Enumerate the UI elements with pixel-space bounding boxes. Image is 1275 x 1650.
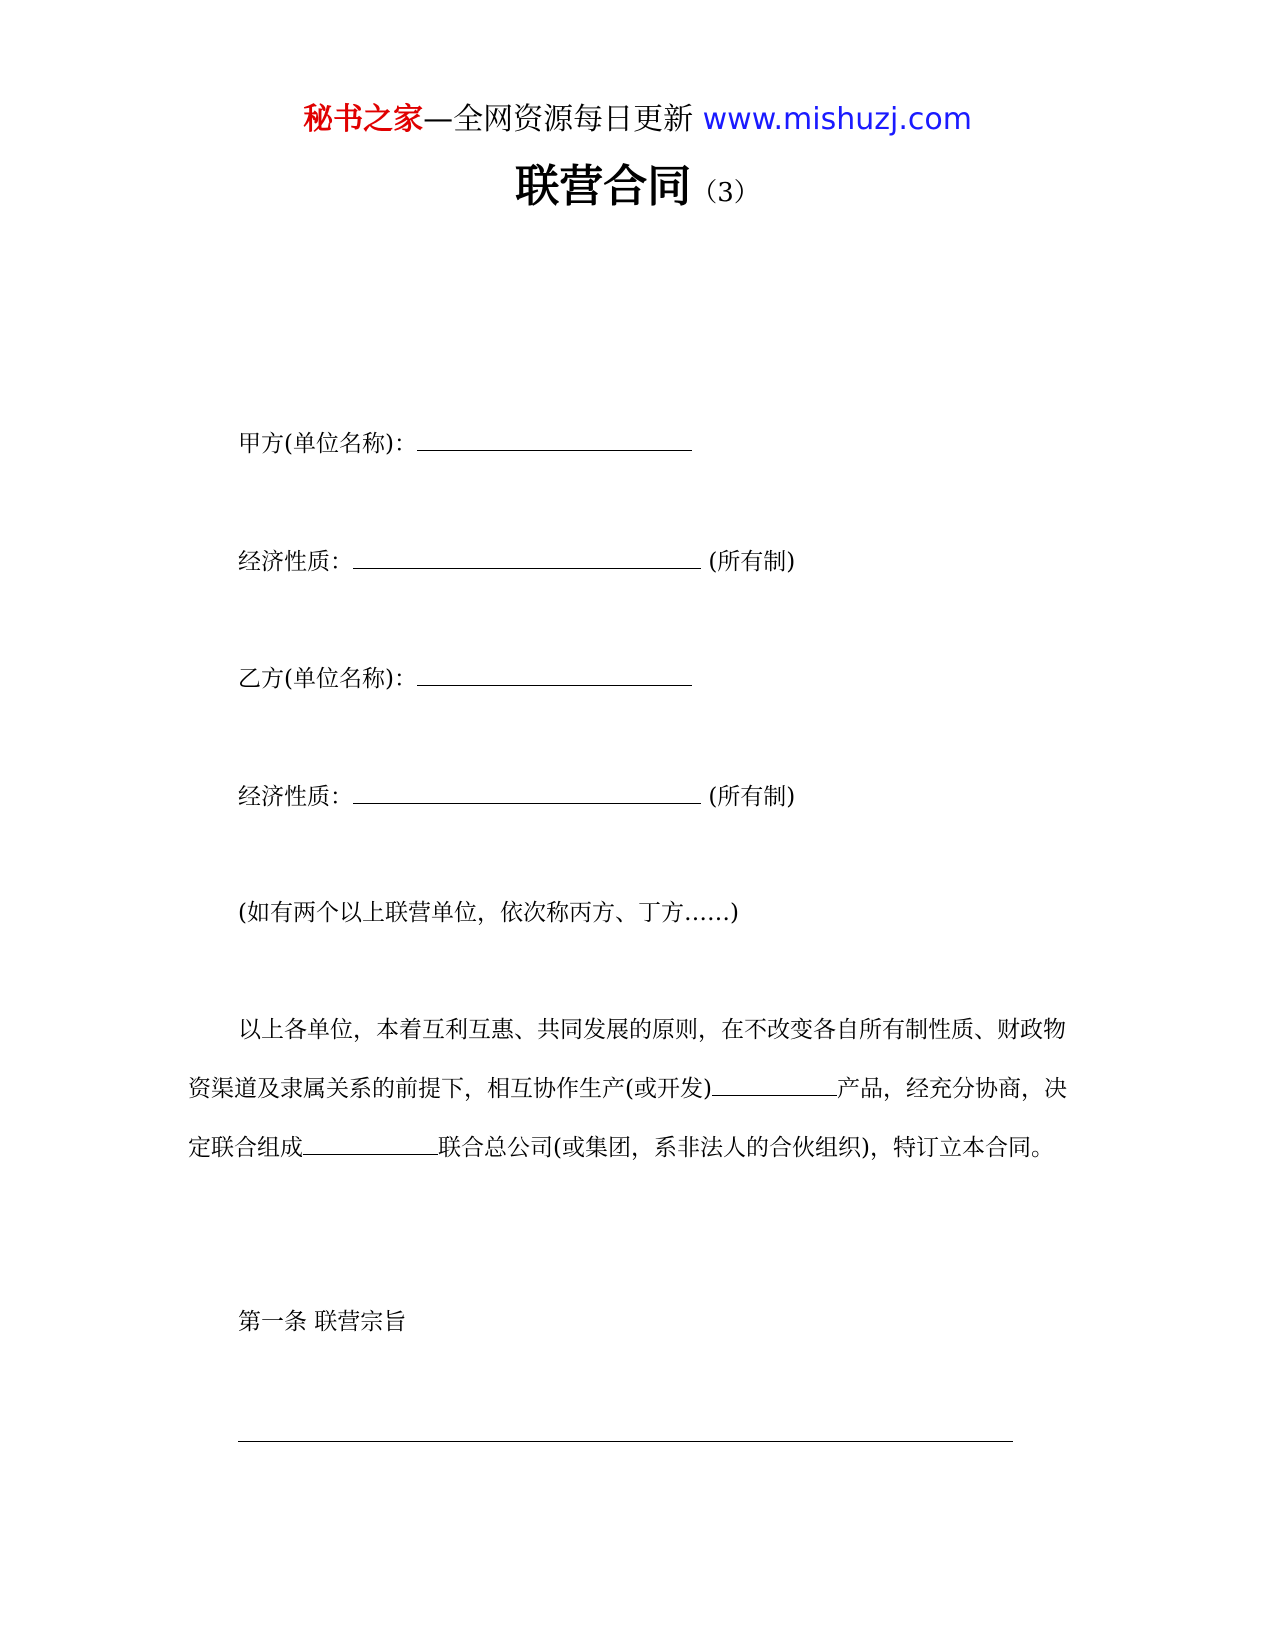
site-brand: 秘书之家	[303, 102, 424, 137]
site-url-link[interactable]: www.mishuzj.com	[702, 102, 972, 137]
party-a-nature-label: 经济性质：	[238, 549, 353, 575]
document-title-main: 联营合同	[515, 161, 692, 212]
party-b-name-blank	[417, 663, 692, 686]
preamble-paragraph	[188, 1001, 1088, 1178]
company-name-blank	[303, 1132, 438, 1155]
party-b-nature-label: 经济性质：	[238, 784, 353, 810]
preamble-text-2: 产品，经充分协商，决定联合组成	[188, 1076, 1067, 1161]
party-a-nature-suffix: (所有制)	[708, 549, 796, 575]
party-a-name-blank	[417, 428, 692, 451]
article-1-heading: 第一条 联营宗旨	[238, 1309, 407, 1335]
party-a-nature-line	[238, 546, 795, 577]
preamble-text-1: 以上各单位，本着互利互惠、共同发展的原则，在不改变各自所有制性质、财政物资渠道及隶属关系的前提下，相互协作生产(或开发)	[188, 1017, 1066, 1102]
party-b-line	[238, 663, 692, 694]
party-b-label: 乙方(单位名称)：	[238, 666, 417, 692]
document-title	[0, 150, 1275, 214]
party-b-nature-line	[238, 781, 795, 812]
party-b-nature-suffix: (所有制)	[708, 784, 796, 810]
additional-parties-note: (如有两个以上联营单位，依次称丙方、丁方……)	[238, 900, 739, 926]
site-header	[0, 100, 1275, 140]
party-a-line	[238, 428, 692, 459]
party-b-nature-blank	[353, 781, 701, 804]
party-a-label: 甲方(单位名称)：	[238, 431, 417, 457]
site-slogan: —全网资源每日更新	[423, 102, 694, 137]
party-a-nature-blank	[353, 546, 701, 569]
article-1-content-blank	[238, 1441, 1013, 1442]
preamble-text-3: 联合总公司(或集团，系非法人的合伙组织)，特订立本合同。	[438, 1135, 1054, 1161]
product-name-blank	[712, 1073, 837, 1096]
document-title-number: （3）	[691, 178, 760, 208]
